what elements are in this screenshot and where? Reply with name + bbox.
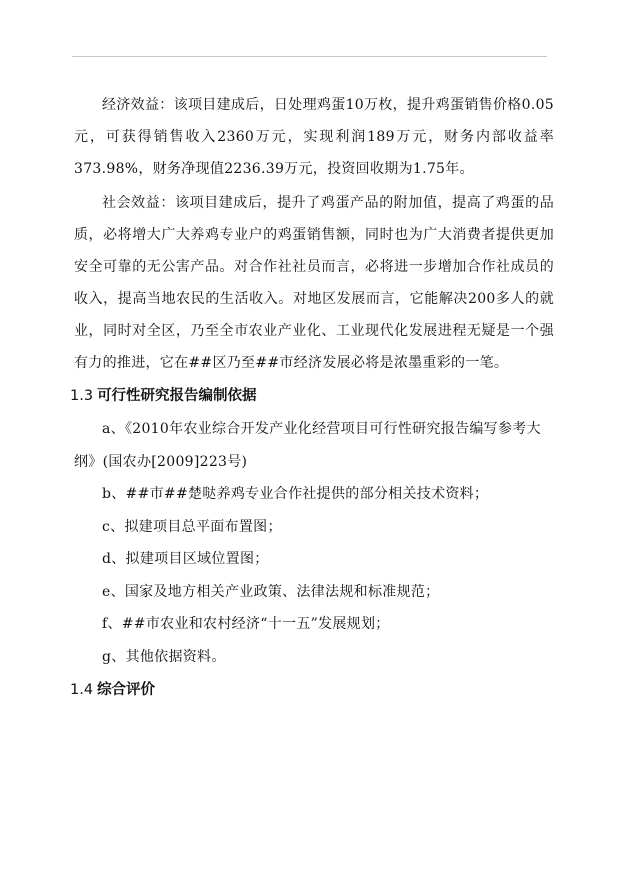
reference-item-g: g、其他依据资料。 xyxy=(102,648,226,665)
economic-benefit-paragraph xyxy=(74,89,554,185)
section-title: 可行性研究报告编制依据 xyxy=(97,388,257,404)
section-number: 1.3 xyxy=(70,388,94,404)
social-benefit-text: 该项目建成后，提升了鸡蛋产品的附加值，提高了鸡蛋的品质，必将增大广大养鸡专业户的鸡蛋销售额，同时也为广大消费者提供更加安全可靠的无公害产品。对合作社社员而言，必将进一步增加合作社成员的收入，提高当地农民的生活收入。对地区发展而言，它能解决200多人的就业，同时对全区，乃至全市农业产业化、工业现代化发展进程无疑是一个强有力的推进，它在##区乃至##市经济发展必将是浓墨重彩的一笔。 xyxy=(74,195,554,371)
section-title: 综合评价 xyxy=(97,682,156,698)
reference-item-f: f、##市农业和农村经济“十一五”发展规划； xyxy=(102,616,390,632)
social-benefit-paragraph xyxy=(74,187,554,379)
reference-item-e: e、国家及地方相关产业政策、法律法规和标准规范； xyxy=(102,583,440,600)
section-heading-1-3 xyxy=(70,379,554,413)
reference-item-a: a、《2010年农业综合开发产业化经营项目可行性研究报告编写参考大纲》(国农办[2009]223号) xyxy=(74,421,541,470)
economic-benefit-text: 该项目建成后，日处理鸡蛋10万枚，提升鸡蛋销售价格0.05元，可获得销售收入2360万元，实现利润189万元，财务内部收益率373.98%，财务净现值2236.39万元，投资回收期为1.75年。 xyxy=(74,97,554,177)
reference-item-d: d、拟建项目区域位置图； xyxy=(102,551,269,567)
page-content xyxy=(70,89,554,707)
header-divider xyxy=(72,56,547,57)
section-number: 1.4 xyxy=(70,682,94,698)
social-benefit-lead: 社会效益： xyxy=(102,195,175,211)
reference-item-b: b、##市##楚哒养鸡专业合作社提供的部分相关技术资料； xyxy=(102,486,489,502)
economic-benefit-lead: 经济效益： xyxy=(102,97,174,113)
reference-item-c: c、拟建项目总平面布置图； xyxy=(102,518,282,535)
section-heading-1-4 xyxy=(70,673,554,707)
